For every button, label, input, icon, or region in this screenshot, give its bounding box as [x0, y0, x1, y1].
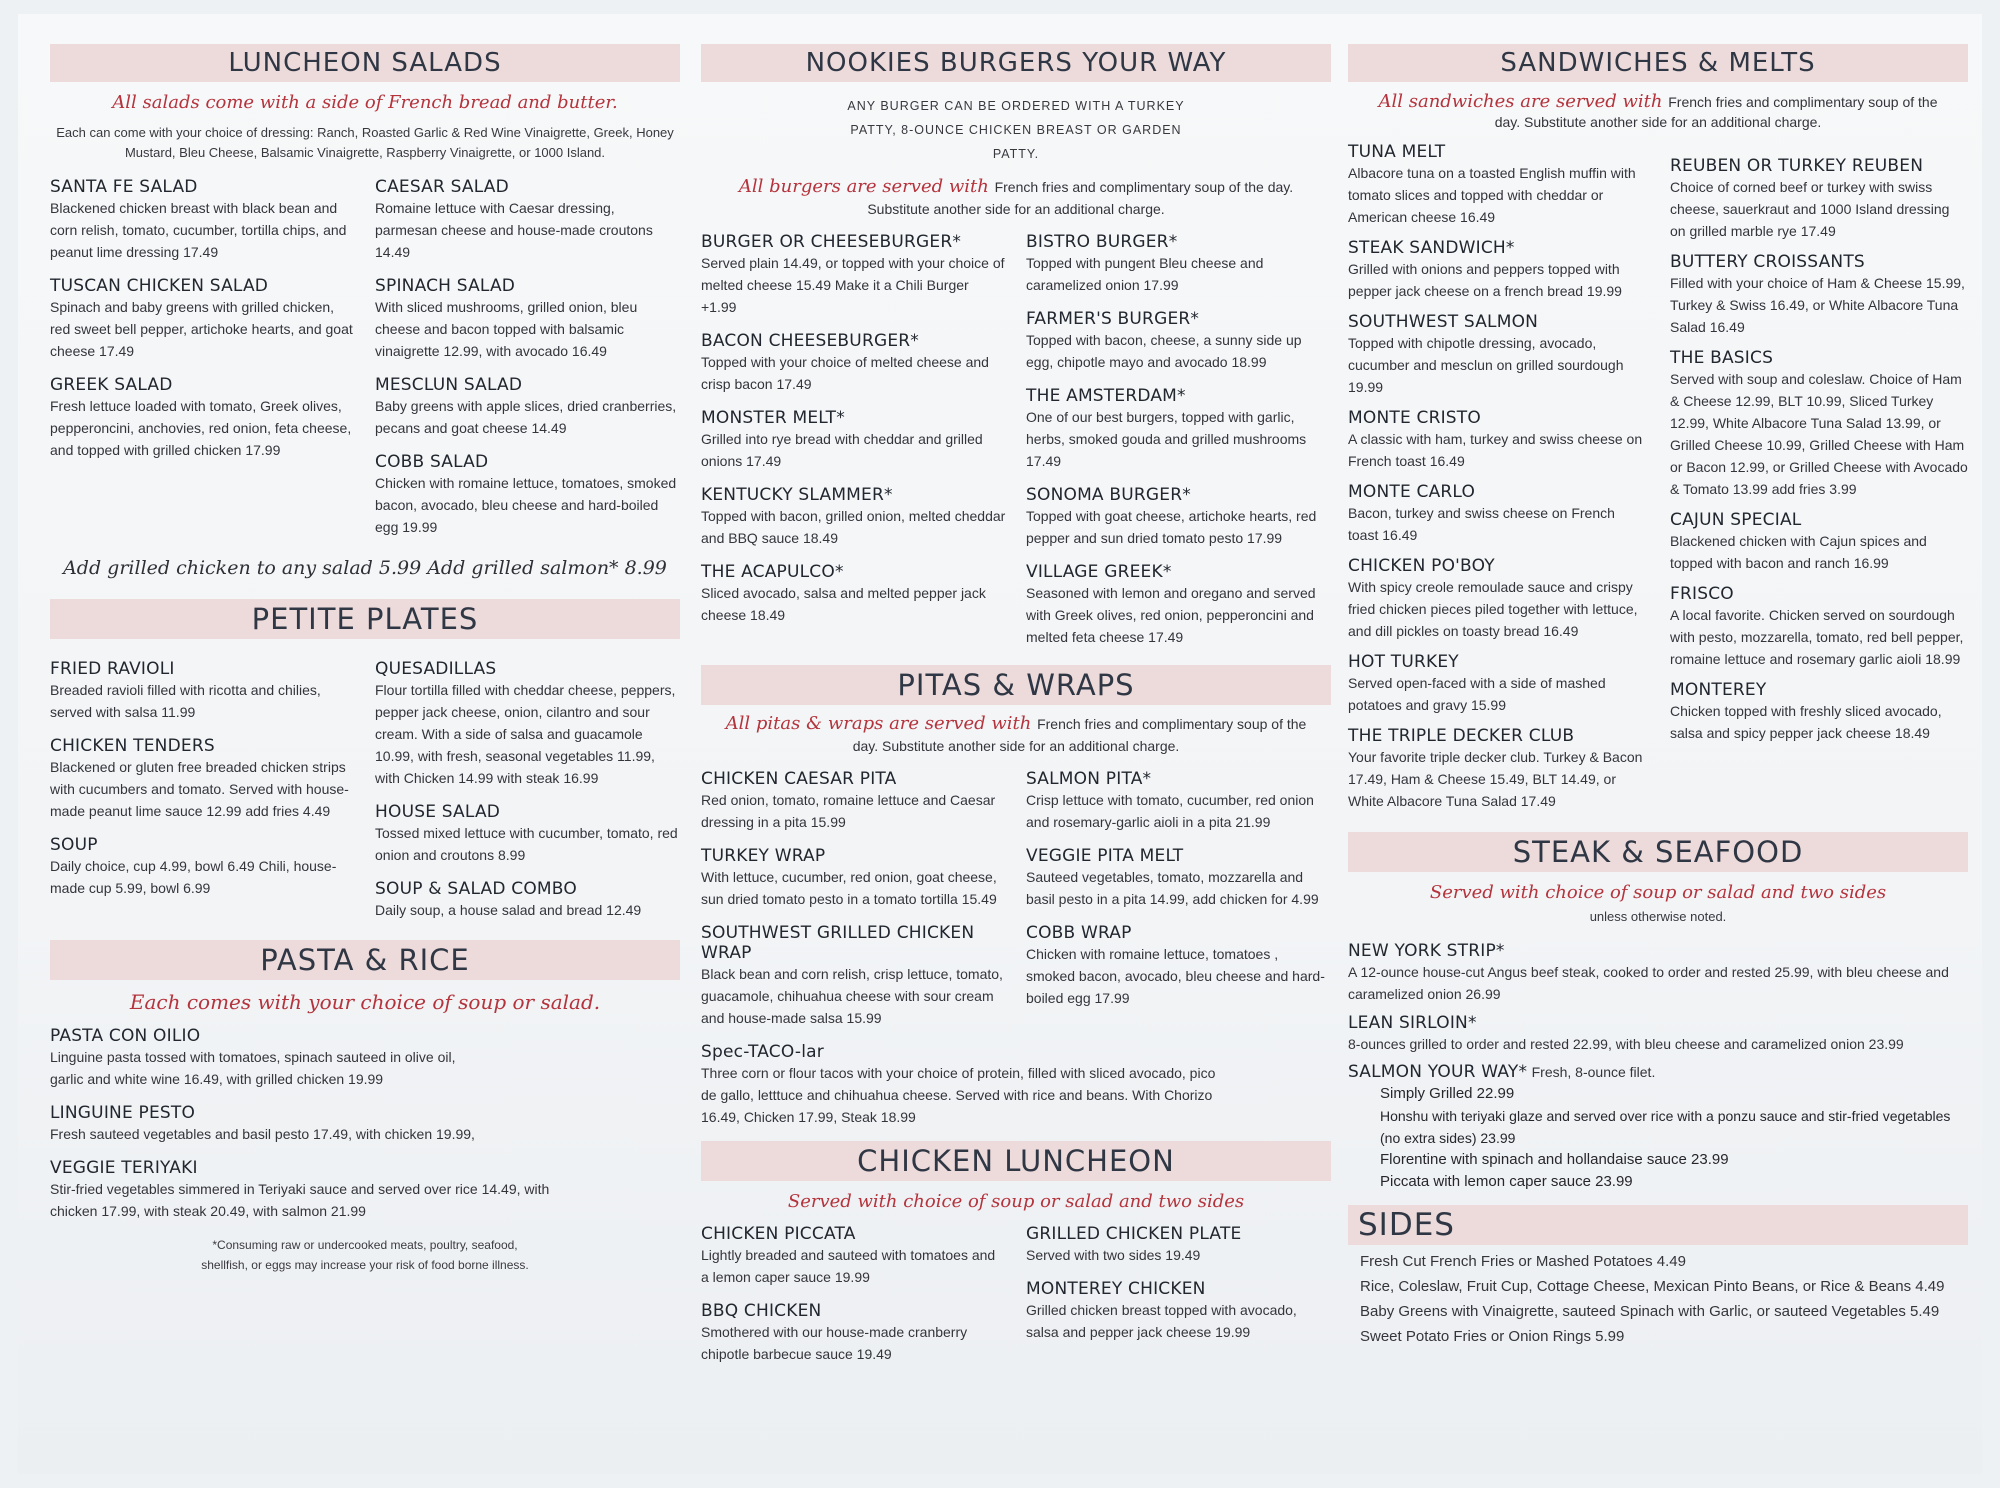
item-name: KENTUCKY SLAMMER*: [701, 485, 893, 505]
steak-subtitle-note: unless otherwise noted.: [1589, 909, 1727, 924]
item-name: GREEK SALAD: [50, 375, 173, 395]
menu-item: [1026, 485, 1331, 549]
menu-item: [1348, 408, 1646, 472]
item-desc: Linguine pasta tossed with tomatoes, spinach sauteed in olive oil, garlic and white wine 16.49, with grilled chicken 19.99: [50, 1049, 456, 1087]
sandwiches-right: [1670, 142, 1968, 822]
chicken-right: [1026, 1224, 1331, 1378]
sandwiches-grid: [1348, 142, 1968, 822]
pitas-left: [701, 769, 1006, 1042]
menu-item: [701, 769, 1006, 833]
item-desc: Served with two sides 19.49: [1026, 1247, 1201, 1263]
salmon-option: Piccata with lemon caper sauce 23.99: [1380, 1173, 1633, 1190]
item-name: TUSCAN CHICKEN SALAD: [50, 276, 269, 296]
menu-item: [1348, 312, 1646, 398]
item-name: MONTE CRISTO: [1348, 408, 1481, 428]
side-line: Fresh Cut French Fries or Mashed Potatoes 4.49: [1360, 1253, 1686, 1270]
item-desc: Stir-fried vegetables simmered in Teriyaki sauce and served over rice 14.49, with chicken 17.99, with steak 20.49, with salmon 21.99: [50, 1181, 550, 1219]
item-desc: Chicken with romaine lettuce, tomatoes, smoked bacon, avocado, bleu cheese and hard-boiled egg 19.99: [375, 475, 677, 535]
salads-grid: [50, 177, 680, 551]
menu-item: [701, 331, 1006, 395]
item-desc: Baby greens with apple slices, dried cranberries, pecans and goat cheese 14.49: [375, 398, 677, 436]
steak-header: STEAK & SEAFOOD: [1348, 832, 1968, 872]
item-name: FRIED RAVIOLI: [50, 659, 175, 679]
item-name: CAESAR SALAD: [375, 177, 509, 197]
food-disclaimer: *Consuming raw or undercooked meats, poultry, seafood, shellfish, or eggs may increase your risk of food borne illness.: [201, 1238, 529, 1272]
item-desc: One of our best burgers, topped with garlic, herbs, smoked gouda and grilled mushrooms 17.49: [1026, 409, 1307, 469]
menu-item: [375, 659, 680, 789]
menu-item: [50, 736, 355, 822]
item-name: TUNA MELT: [1348, 142, 1446, 162]
column-middle: [701, 44, 1331, 1378]
item-name: MONTEREY CHICKEN: [1026, 1279, 1206, 1299]
item-name: COBB WRAP: [1026, 923, 1132, 943]
item-name: CHICKEN TENDERS: [50, 736, 215, 756]
menu-item: [1026, 923, 1331, 1009]
menu-item: [375, 375, 680, 439]
salmon-item: [1348, 1061, 1968, 1083]
item-desc: Topped with bacon, grilled onion, melted cheddar and BBQ sauce 18.49: [701, 508, 1006, 546]
item-desc: With sliced mushrooms, grilled onion, bleu cheese and bacon topped with balsamic vinaigrette 12.99, with avocado 16.49: [375, 299, 638, 359]
chicken-grid: [701, 1224, 1331, 1378]
menu-item: [50, 375, 355, 461]
salad-addon: Add grilled chicken to any salad 5.99 Add grilled salmon* 8.99: [63, 557, 667, 579]
item-name: BISTRO BURGER*: [1026, 232, 1178, 252]
burger-note: ANY BURGER CAN BE ORDERED WITH A TURKEY PATTY, 8-OUNCE CHICKEN BREAST OR GARDEN PATTY.: [847, 99, 1185, 161]
menu-item: [50, 659, 355, 723]
item-desc: Lightly breaded and sauteed with tomatoes and a lemon caper sauce 19.99: [701, 1247, 996, 1285]
side-line: Baby Greens with Vinaigrette, sauteed Spinach with Garlic, or sauteed Vegetables 5.49: [1360, 1303, 1940, 1320]
item-desc: Spinach and baby greens with grilled chicken, red sweet bell pepper, artichoke hearts, and goat cheese 17.49: [50, 299, 353, 359]
item-name: BACON CHEESEBURGER*: [701, 331, 919, 351]
column-right: [1348, 44, 1968, 1349]
item-desc: A 12-ounce house-cut Angus beef steak, cooked to order and rested 25.99, with bleu cheese and caramelized onion 26.99: [1348, 964, 1949, 1002]
menu-item: [1670, 584, 1968, 670]
item-name: NEW YORK STRIP*: [1348, 941, 1505, 961]
item-name: HOT TURKEY: [1348, 652, 1459, 672]
menu-item: [701, 846, 1006, 910]
pitas-right: [1026, 769, 1331, 1042]
item-name: CHICKEN CAESAR PITA: [701, 769, 897, 789]
menu-item: [701, 923, 1006, 1029]
item-name: SPINACH SALAD: [375, 276, 516, 296]
item-desc: Blackened chicken breast with black bean and corn relish, tomato, cucumber, tortilla chips, and peanut lime dressing 17.49: [50, 200, 347, 260]
menu-item: [1026, 386, 1331, 472]
item-name: MONTE CARLO: [1348, 482, 1476, 502]
item-name: BUTTERY CROISSANTS: [1670, 252, 1865, 272]
menu-item: [1026, 1279, 1331, 1343]
item-name: MONSTER MELT*: [701, 408, 845, 428]
column-left: [50, 44, 680, 1275]
chicken-luncheon-header: CHICKEN LUNCHEON: [701, 1141, 1331, 1181]
item-name: SOUTHWEST GRILLED CHICKEN WRAP: [701, 923, 975, 963]
menu-item: [375, 177, 680, 263]
menu-item: [701, 1224, 1006, 1288]
chicken-luncheon-subtitle: Served with choice of soup or salad and two sides: [787, 1191, 1245, 1212]
menu-item: [1348, 238, 1646, 302]
sides-header: SIDES: [1348, 1205, 1968, 1245]
item-desc: Choice of corned beef or turkey with swiss cheese, sauerkraut and 1000 Island dressing on grilled marble rye 17.49: [1670, 179, 1950, 239]
item-desc: Topped with pungent Bleu cheese and caramelized onion 17.99: [1026, 255, 1264, 293]
steak-subtitle: Served with choice of soup or salad and two sides: [1429, 882, 1887, 903]
item-desc: Tossed mixed lettuce with cucumber, tomato, red onion and croutons 8.99: [375, 825, 678, 863]
menu-page: [18, 14, 1982, 1474]
pitas-header: PITAS & WRAPS: [701, 665, 1331, 705]
item-name: REUBEN OR TURKEY REUBEN: [1670, 156, 1924, 176]
item-name: FARMER'S BURGER*: [1026, 309, 1200, 329]
sandwiches-header: SANDWICHES & MELTS: [1348, 44, 1968, 82]
item-name: FRISCO: [1670, 584, 1734, 604]
item-name: CAJUN SPECIAL: [1670, 510, 1802, 530]
item-name: MESCLUN SALAD: [375, 375, 523, 395]
menu-item: [1670, 252, 1968, 338]
salmon-option: Honshu with teriyaki glaze and served over rice with a ponzu sauce and stir-fried vegetables (no extra sides) 23.99: [1380, 1108, 1951, 1146]
pitas-grid: [701, 769, 1331, 1042]
salads-right: [375, 177, 680, 551]
menu-item: [50, 835, 355, 899]
item-name: SANTA FE SALAD: [50, 177, 198, 197]
pasta-rice-header: PASTA & RICE: [50, 940, 680, 980]
item-name: THE BASICS: [1670, 348, 1774, 368]
item-desc: With lettuce, cucumber, red onion, goat cheese, sun dried tomato pesto in a tomato tortilla 15.49: [701, 869, 997, 907]
item-name: STEAK SANDWICH*: [1348, 238, 1515, 258]
sandwiches-subtitle: [1368, 92, 1948, 132]
item-name: VEGGIE TERIYAKI: [50, 1158, 198, 1178]
menu-item: [375, 276, 680, 362]
item-name: THE ACAPULCO*: [701, 562, 844, 582]
salmon-option: Florentine with spinach and hollandaise sauce 23.99: [1380, 1151, 1729, 1168]
menu-item: [1670, 510, 1968, 574]
item-desc: Chicken with romaine lettuce, tomatoes , smoked bacon, avocado, bleu cheese and hard-boiled egg 17.99: [1026, 946, 1325, 1006]
sandwiches-subtitle-script: All sandwiches are served with: [1378, 91, 1663, 112]
item-desc: Daily choice, cup 4.99, bowl 6.49 Chili, house-made cup 5.99, bowl 6.99: [50, 858, 337, 896]
item-name: SALMON PITA*: [1026, 769, 1152, 789]
menu-item: [1026, 846, 1331, 910]
item-desc: Topped with goat cheese, artichoke hearts, red pepper and sun dried tomato pesto 17.99: [1026, 508, 1317, 546]
menu-item: [1026, 769, 1331, 833]
item-name: BBQ CHICKEN: [701, 1301, 822, 1321]
menu-item: [1026, 232, 1331, 296]
menu-item: [1348, 556, 1646, 642]
item-desc: Blackened or gluten free breaded chicken strips with cucumbers and tomato. Served with house-made peanut lime sauce 12.99 add fries 4.49: [50, 759, 349, 819]
item-desc: Flour tortilla filled with cheddar cheese, peppers, pepper jack cheese, onion, cilantro and sour cream. With a side of salsa and guacamole 10.99, with fresh, seasonal vegetables 11.99, with Chicken 14.99 with steak 16.99: [375, 682, 676, 786]
luncheon-salads-subtitle: All salads come with a side of French bread and butter.: [112, 92, 618, 113]
salmon-option: Simply Grilled 22.99: [1380, 1085, 1515, 1102]
item-desc: Chicken topped with freshly sliced avocado, salsa and spicy pepper jack cheese 18.49: [1670, 703, 1942, 741]
menu-item: [50, 1103, 680, 1145]
item-name: GRILLED CHICKEN PLATE: [1026, 1224, 1242, 1244]
item-desc: Bacon, turkey and swiss cheese on French toast 16.49: [1348, 505, 1615, 543]
item-desc: Albacore tuna on a toasted English muffin with tomato slices and topped with cheddar or American cheese 16.49: [1348, 165, 1636, 225]
sandwiches-subtitle-rest: French fries and complimentary soup of the day. Substitute another side for an additional charge.: [1494, 94, 1938, 130]
item-desc: Fresh sauteed vegetables and basil pesto 17.49, with chicken 19.99,: [50, 1126, 475, 1142]
pasta-rice-subtitle: Each comes with your choice of soup or salad.: [129, 990, 601, 1014]
menu-item: [1026, 309, 1331, 373]
item-name: BURGER OR CHEESEBURGER*: [701, 232, 962, 252]
burgers-subtitle: [716, 176, 1316, 220]
item-desc: Blackened chicken with Cajun spices and topped with bacon and ranch 16.99: [1670, 533, 1927, 571]
item-desc: Breaded ravioli filled with ricotta and chilies, served with salsa 11.99: [50, 682, 321, 720]
menu-item: [1670, 680, 1968, 744]
item-name: THE TRIPLE DECKER CLUB: [1348, 726, 1575, 746]
item-name: PASTA CON OILIO: [50, 1026, 201, 1046]
item-desc: Three corn or flour tacos with your choice of protein, filled with sliced avocado, pico de gallo, letttuce and chihuahua cheese. Served with rice and beans. With Chorizo 16.49, Chicken 17.99, Steak 18.99: [701, 1065, 1216, 1125]
item-desc: Romaine lettuce with Caesar dressing, parmesan cheese and house-made croutons 14.49: [375, 200, 653, 260]
item-desc: Served open-faced with a side of mashed potatoes and gravy 15.99: [1348, 675, 1606, 713]
menu-item: [701, 408, 1006, 472]
item-desc: 8-ounces grilled to order and rested 22.99, with bleu cheese and caramelized onion 23.99: [1348, 1036, 1904, 1052]
item-desc: Topped with bacon, cheese, a sunny side up egg, chipotle mayo and avocado 18.99: [1026, 332, 1302, 370]
dressing-note: Each can come with your choice of dressing: Ranch, Roasted Garlic & Red Wine Vinaigrette, Greek, Honey Mustard, Bleu Cheese, Balsamic Vinaigrette, Raspberry Vinaigrette, or 1000 Island.: [56, 125, 674, 160]
item-desc: Seasoned with lemon and oregano and served with Greek olives, red onion, pepperoncini and melted feta cheese 17.49: [1026, 585, 1316, 645]
menu-item: [1348, 1013, 1968, 1055]
item-name: THE AMSTERDAM*: [1026, 386, 1186, 406]
item-desc: Smothered with our house-made cranberry chipotle barbecue sauce 19.49: [701, 1324, 968, 1362]
item-desc: A local favorite. Chicken served on sourdough with pesto, mozzarella, tomato, red bell pepper, romaine lettuce and rosemary garlic aioli 18.99: [1670, 607, 1964, 667]
menu-item: [701, 232, 1006, 318]
item-desc: Grilled with onions and peppers topped with pepper jack cheese on a french bread 19.99: [1348, 261, 1622, 299]
menu-item: [1348, 482, 1646, 546]
burgers-grid: [701, 232, 1331, 661]
menu-item: [50, 1026, 680, 1090]
side-line: Sweet Potato Fries or Onion Rings 5.99: [1360, 1328, 1625, 1345]
item-name: VEGGIE PITA MELT: [1026, 846, 1184, 866]
item-desc: Fresh lettuce loaded with tomato, Greek olives, pepperoncini, anchovies, red onion, feta cheese, and topped with grilled chicken 17.99: [50, 398, 352, 458]
sandwiches-left: [1348, 142, 1646, 822]
item-desc: Crisp lettuce with tomato, cucumber, red onion and rosemary-garlic aioli in a pita 21.99: [1026, 792, 1314, 830]
menu-item: [1026, 1224, 1331, 1266]
menu-item: [50, 276, 355, 362]
menu-item: [1348, 652, 1646, 716]
item-desc: Black bean and corn relish, crisp lettuce, tomato, guacamole, chihuahua cheese with sour cream and house-made salsa 15.99: [701, 966, 1003, 1026]
item-name: HOUSE SALAD: [375, 802, 501, 822]
item-name: CHICKEN PO'BOY: [1348, 556, 1495, 576]
item-desc: Your favorite triple decker club. Turkey & Bacon 17.49, Ham & Cheese 15.49, BLT 14.49, or White Albacore Tuna Salad 17.49: [1348, 749, 1643, 809]
menu-item: [50, 177, 355, 263]
petite-left: [50, 659, 355, 934]
item-name: Spec-TACO-lar: [701, 1042, 824, 1062]
item-name: TURKEY WRAP: [701, 846, 826, 866]
menu-item: [1026, 562, 1331, 648]
item-desc: With spicy creole remoulade sauce and crispy fried chicken pieces piled together with lettuce, and dill pickles on toasty bread 16.49: [1348, 579, 1638, 639]
burgers-right: [1026, 232, 1331, 661]
menu-item: [1670, 348, 1968, 500]
luncheon-salads-header: LUNCHEON SALADS: [50, 44, 680, 82]
item-desc: Served plain 14.49, or topped with your choice of melted cheese 15.49 Make it a Chili Burger +1.99: [701, 255, 1005, 315]
burgers-header: NOOKIES BURGERS YOUR WAY: [701, 44, 1331, 82]
menu-item-taco: [701, 1042, 1331, 1128]
menu-item: [1670, 156, 1968, 242]
item-name: SOUP & SALAD COMBO: [375, 879, 577, 899]
burgers-subtitle-script: All burgers are served with: [738, 176, 989, 197]
burgers-left: [701, 232, 1006, 661]
item-name: SONOMA BURGER*: [1026, 485, 1191, 505]
item-name: LEAN SIRLOIN*: [1348, 1013, 1477, 1033]
item-desc: Topped with chipotle dressing, avocado, cucumber and mesclun on grilled sourdough 19.99: [1348, 335, 1624, 395]
item-desc: Grilled into rye bread with cheddar and grilled onions 17.49: [701, 431, 983, 469]
salmon-note: Fresh, 8-ounce filet.: [1531, 1064, 1656, 1080]
menu-item: [1348, 142, 1646, 228]
item-name: CHICKEN PICCATA: [701, 1224, 856, 1244]
item-name: QUESADILLAS: [375, 659, 497, 679]
item-desc: Filled with your choice of Ham & Cheese 15.99, Turkey & Swiss 16.49, or White Albacore Tuna Salad 16.49: [1670, 275, 1965, 335]
petite-plates-header: PETITE PLATES: [50, 599, 680, 639]
item-desc: A classic with ham, turkey and swiss cheese on French toast 16.49: [1348, 431, 1643, 469]
pitas-subtitle: [716, 713, 1316, 757]
menu-item: [375, 879, 680, 921]
chicken-left: [701, 1224, 1006, 1378]
pitas-subtitle-script: All pitas & wraps are served with: [725, 713, 1032, 734]
item-name: MONTEREY: [1670, 680, 1767, 700]
pitas-subtitle-rest: French fries and complimentary soup of the day. Substitute another side for an additional charge.: [852, 716, 1307, 754]
item-name: SOUTHWEST SALMON: [1348, 312, 1539, 332]
item-name: COBB SALAD: [375, 452, 489, 472]
item-desc: Red onion, tomato, romaine lettuce and Caesar dressing in a pita 15.99: [701, 792, 996, 830]
burgers-subtitle-rest: French fries and complimentary soup of the day. Substitute another side for an additional charge.: [867, 179, 1294, 217]
item-desc: Sliced avocado, salsa and melted pepper jack cheese 18.49: [701, 585, 986, 623]
menu-item: [375, 452, 680, 538]
item-name: SOUP: [50, 835, 98, 855]
petite-right: [375, 659, 680, 934]
item-name: SALMON YOUR WAY*: [1348, 1062, 1528, 1082]
menu-item: [375, 802, 680, 866]
menu-item: [701, 485, 1006, 549]
menu-item: [50, 1158, 680, 1222]
menu-item: [1348, 941, 1968, 1005]
item-desc: Sauteed vegetables, tomato, mozzarella and basil pesto in a pita 14.99, add chicken for 4.99: [1026, 869, 1319, 907]
menu-item: [701, 562, 1006, 626]
sides-list: [1348, 1249, 1968, 1349]
menu-item: [1348, 726, 1646, 812]
item-desc: Served with soup and coleslaw. Choice of Ham & Cheese 12.99, BLT 10.99, Sliced Turkey 12.99, White Albacore Tuna Salad 13.99, or Grilled Cheese 10.99, Grilled Cheese with Ham or Bacon 12.99, or Grilled Cheese with Avocado & Tomato 13.99 add fries 3.99: [1670, 371, 1968, 497]
menu-item: [701, 1301, 1006, 1365]
item-desc: Grilled chicken breast topped with avocado, salsa and pepper jack cheese 19.99: [1026, 1302, 1297, 1340]
petite-grid: [50, 659, 680, 934]
salads-left: [50, 177, 355, 551]
item-desc: Daily soup, a house salad and bread 12.49: [375, 902, 642, 918]
item-desc: Topped with your choice of melted cheese and crisp bacon 17.49: [701, 354, 989, 392]
side-line: Rice, Coleslaw, Fruit Cup, Cottage Cheese, Mexican Pinto Beans, or Rice & Beans 4.49: [1360, 1278, 1945, 1295]
item-name: VILLAGE GREEK*: [1026, 562, 1172, 582]
item-name: LINGUINE PESTO: [50, 1103, 196, 1123]
